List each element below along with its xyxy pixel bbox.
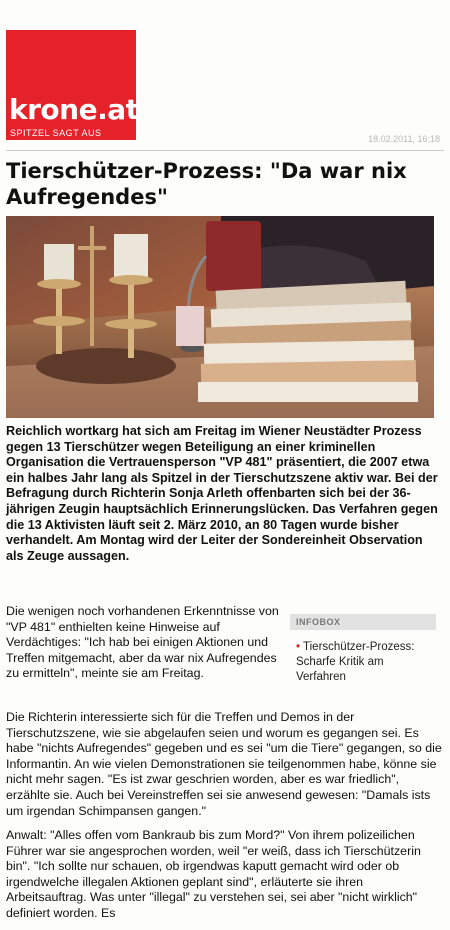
logo-brand: krone.at (9, 93, 139, 126)
bullet-icon: • (296, 641, 301, 653)
infobox-link[interactable] (290, 640, 436, 685)
article-title: Tierschützer-Prozess: "Da war nix Aufregendes" (6, 159, 407, 209)
infobox-header: INFOBOX (290, 614, 436, 630)
infobox-link-label: Tierschützer-Prozess: Scharfe Kritik am Verfahren (296, 641, 415, 683)
article-lead: Reichlich wortkarg hat sich am Freitag im Wiener Neustädter Prozess gegen 13 Tierschützer wegen Beteiligung an einer kriminellen Organisation die Vertrauensperson "VP 481" präsentiert, die 2007 etwa ein halbes Jahr lang als Spitzel in der Tierschutzszene aktiv war. Bei der Befragung durch Richterin Sonja Arleth offenbarten sich bei der 36-jährigen Zeugin hauptsächlich Erinnerungslücken. Das Verfahren gegen die 13 Aktivisten läuft seit 2. März 2010, an 80 Tagen wurde bisher verhandelt. Am Montag wird der Leiter der Sondereinheit Observation als Zeuge aussagen. (6, 424, 438, 563)
article-paragraph-1: Die wenigen noch vorhandenen Erkenntnisse von "VP 481" enthielten keine Hinweise auf Verdächtiges: "Ich hab bei einigen Aktionen und Treffen mitgemacht, aber da war nix Aufregendes zu ermitteln", meinte sie am Freitag. (6, 604, 279, 681)
header-divider (6, 150, 444, 151)
article-paragraph-2: Die Richterin interessierte sich für die Treffen und Demos in der Tierschutzszene, wie sie abgelaufen seien und worum es gegangen sei. Es habe "nichts Aufregendes" gegeben und es sei "um die Tiere" gegangen, so die Informantin. An wie vielen Demonstrationen sie teilgenommen habe, könne sie nicht mehr sagen. "Es ist zwar geschrien worden, aber es war friedlich", erzählte sie. Auch bei Vereinstreffen sei sie anwesend gewesen: "Damals ists um irgendan Schimpansen gangen." (6, 710, 442, 818)
infobox (290, 614, 436, 685)
article-paragraph-3: Anwalt: "Alles offen vom Bankraub bis zum Mord?" Von ihrem polizeilichen Führer war sie angesprochen worden, weil "er weiß, dass ich Tierschützerin bin". "Ich sollte nur schauen, ob irgendwas kaputt gemacht wird oder ob irgendwelche illegalen Aktionen geplant sind", erläuterte sie ihren Arbeitsauftrag. Was unter "illegal" zu verstehen sei, sei aber "nicht wirklich" definiert worden. Es (6, 828, 421, 920)
courtroom-photo (6, 216, 434, 418)
krone-logo[interactable] (6, 30, 139, 140)
article-datestamp: 18.02.2011, 16:18 (368, 134, 440, 144)
logo-tagline: SPITZEL SAGT AUS (10, 128, 102, 138)
